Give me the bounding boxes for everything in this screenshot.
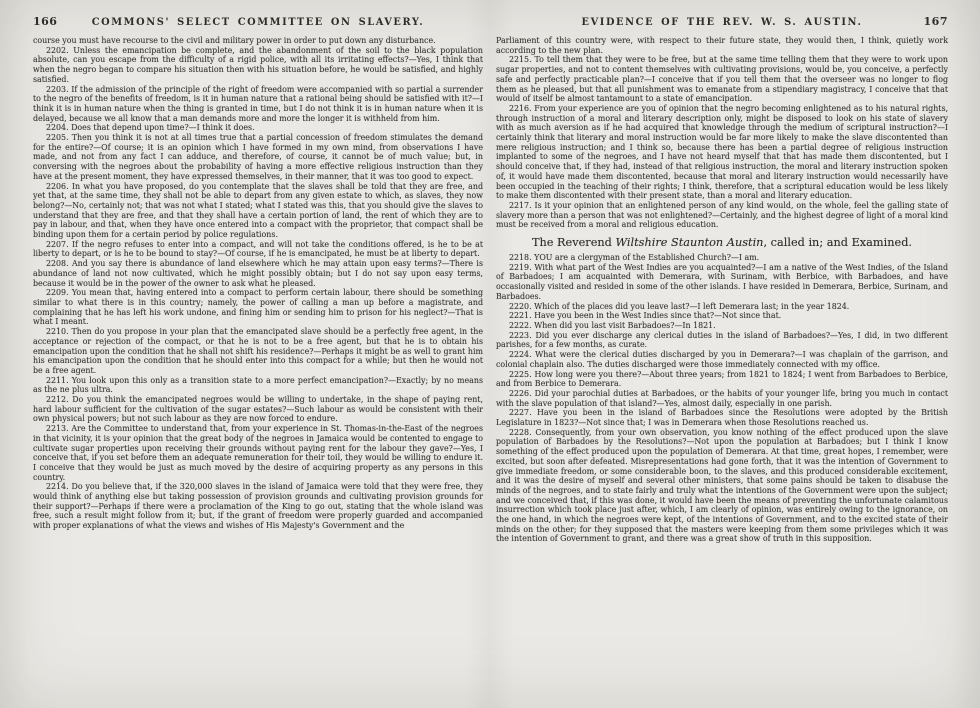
question-number: 2216.	[509, 103, 532, 113]
question-number: 2209.	[46, 288, 69, 298]
question-paragraph	[33, 133, 483, 182]
question-text: Does that depend upon time?—I think it does.	[71, 123, 255, 133]
question-number: 2222.	[509, 320, 532, 330]
question-text: You look upon this only as a transition state to a more perfect emancipation?—Exactly; by no means as the ne plus ultra.	[33, 375, 483, 395]
right-page	[496, 0, 948, 544]
question-number: 2205.	[46, 133, 69, 143]
question-paragraph	[33, 182, 483, 240]
witness-name: Wiltshire Staunton Austin	[615, 236, 764, 250]
question-paragraph	[496, 408, 948, 427]
question-text: Do you think the emancipated negroes would be willing to undertake, in the shape of paying rent, hard labour sufficient for the cultivation of the sugar estates?—Such labour as would be consistent with their own physical powers; but not such labour as they are now forced to endure.	[33, 395, 483, 424]
question-text: YOU are a clergyman of the Established Church?—I am.	[534, 253, 760, 263]
question-text: When did you last visit Barbadoes?—In 1821.	[534, 320, 716, 330]
question-paragraph	[496, 321, 948, 331]
question-text: Unless the emancipation be complete, and the abandonment of the soil to the black population absolute, can you escape from the difficulty of a rigid police, with all its irritating effects?—Yes, I think that when the negro began to compare his situation then with his situation before, he would be satisfied, and highly satisfied.	[33, 45, 483, 84]
question-text: To tell them that they were to be free, but at the same time telling them that they were to work upon sugar properties, and not to content themselves with cultivating provisions, would be, you conceive, a perfectly safe and perfectly practicable plan?—I conceive that if you tell them that the overseer was no longer to flog them as he pleased, but that all punishment was to emanate from a stipendiary magistracy, I conceive that that would of itself be almost tantamount to a state of emancipation.	[496, 55, 948, 104]
question-number: 2203.	[46, 84, 69, 94]
question-paragraph	[496, 55, 948, 104]
paragraph-text: Parliament of this country were, with respect to their future state, they would then, I think, quietly work according to the new plan.	[496, 36, 948, 55]
question-number: 2202.	[46, 45, 69, 55]
question-number: 2224.	[509, 350, 532, 360]
question-text: Are the Committee to understand that, from your experience in St. Thomas-in-the-East of the negroes in that vicinity, it is your opinion that the great body of the negroes in Jamaica would be contented to engage to cultivate sugar properties upon receiving their grounds without paying rent for the labour they gave?—Yes, I conceive that, if you set before them an adequate remuneration for their toil, they would be willing to endure it. I conceive that they would be just as much moved by the desire of acquiring property as any persons in this country.	[33, 424, 483, 482]
question-paragraph	[496, 302, 948, 312]
question-number: 2225.	[509, 369, 532, 379]
question-text: In what you have proposed, do you contemplate that the slaves shall be told that they are free, and yet that, at the same time, they shall not be able to depart from any given estate to which, as slaves, they now belong?—No, certainly not; that was not what I stated; what I stated was this, that you should give the slaves to understand that they are free, and that they shall have a certain portion of land, the rent of which they are to pay in labour, and that, when they have once entered into a compact with the proprietor, that compact shall be binding upon them for a certain period by police regulations.	[33, 181, 483, 240]
question-number: 2223.	[509, 330, 532, 340]
right-running-title: EVIDENCE OF THE REV. W. S. AUSTIN.	[581, 17, 863, 28]
question-text: Is it your opinion that an enlightened person of any kind would, on the whole, feel the galling state of slavery more than a person that was not enlightened?—Certainly, and the highest degree of light of a moral kind must be received from a moral and religious education.	[496, 200, 948, 230]
question-paragraph	[496, 428, 948, 544]
question-number: 2218.	[509, 253, 532, 263]
right-page-header	[496, 15, 948, 28]
question-number: 2226.	[509, 388, 532, 398]
question-text: If the negro refuses to enter into a compact, and will not take the conditions offered, is he to be at liberty to depart, or is he to be bound to stay?—Of course, if he is emancipated, he must be at liberty to depart.	[33, 239, 483, 259]
question-text: And you say there is abundance of land elsewhere which he may attain upon easy terms?—There is abundance of land not now cultivated, which he might possibly obtain; but I do not say upon easy terms, because it would be in the power of the owner to ask what he pleased.	[33, 259, 483, 288]
heading-prefix: The Reverend	[531, 236, 616, 250]
question-text: Have you been in the island of Barbadoes since the Resolutions were adopted by the British Legislature in 1823?—Not since that; I was in Demerara when those Resolutions reached us.	[496, 408, 948, 428]
question-paragraph	[496, 331, 948, 350]
question-text: How long were you there?—About three years; from 1821 to 1824; I went from Barbadoes to Berbice, and from Berbice to Demerara.	[496, 369, 948, 389]
question-text: Did your parochial duties at Barbadoes, or the habits of your younger life, bring you much in contact with the slave population of that island?—Yes, almost daily, especially in one parish.	[496, 388, 948, 408]
question-number: 2213.	[46, 424, 69, 434]
question-paragraph	[496, 253, 948, 263]
question-number: 2227.	[509, 408, 532, 418]
question-paragraph	[33, 424, 483, 482]
left-page-body	[33, 36, 483, 531]
question-text: Did you ever discharge any clerical duties in the island of Barbadoes?—Yes, I did, in two different parishes, for a few months, as curate.	[496, 330, 948, 350]
continuation-paragraph	[496, 36, 948, 55]
question-text: Then you think it is not at all times true that a partial concession of freedom stimulates the demand for the entire?—Of course; it is an opinion which I have formed in my own mind, from observations I have made, and not from any fact I can adduce, and therefore, of course, it cannot be of much value; but, in conversing with the negroes about the probability of having a more effective religious instruction than they have at the present moment, they have expressed themselves, in their manner, that it was too good to expect.	[33, 133, 483, 181]
question-text: If the admission of the principle of the right of freedom were accompanied with so partial a surrender to the negro of the benefits of freedom, is it in human nature that a rational being should be satisfied with it?—I think it is in human nature when the thing is granted in time, but I do not think it is in human nature when it is delayed, because we all know that a man demands more and more the longer it is withheld from him.	[33, 84, 483, 123]
left-page	[33, 0, 483, 531]
question-number: 2221.	[509, 311, 532, 321]
left-page-header	[33, 15, 483, 28]
question-paragraph	[33, 123, 483, 133]
question-number: 2212.	[46, 395, 69, 405]
question-paragraph	[496, 201, 948, 230]
paragraph-text: course you must have recourse to the civil and military power in order to put down any disturbance.	[33, 36, 436, 45]
question-number: 2211.	[46, 375, 69, 385]
question-text: Have you been in the West Indies since that?—Not since that.	[534, 311, 782, 321]
question-number: 2214.	[46, 482, 69, 492]
question-paragraph	[496, 370, 948, 389]
question-paragraph	[496, 311, 948, 321]
question-paragraph	[33, 395, 483, 424]
heading-suffix: , called in; and Examined.	[763, 236, 913, 250]
question-paragraph	[496, 389, 948, 408]
question-paragraph	[33, 85, 483, 124]
question-number: 2217.	[509, 200, 532, 210]
question-paragraph	[496, 350, 948, 369]
question-paragraph	[496, 104, 948, 201]
question-paragraph	[33, 376, 483, 395]
continuation-paragraph	[33, 36, 483, 46]
question-paragraph	[33, 327, 483, 376]
question-number: 2219.	[509, 262, 532, 272]
question-paragraph	[33, 259, 483, 288]
right-page-body	[496, 36, 948, 544]
question-number: 2204.	[46, 123, 69, 133]
question-text: Consequently, from your own observation, you know nothing of the effect produced upon the slave population of Barbadoes by the Resolutions?—Not upon the population at Barbadoes; but I think I know something of the effect produced upon the population of Demerara. At that time, great hopes, I remember, were excited, but soon after defeated. Misrepresentations had gone forth, that it was the intention of Government to give immediate freedom, or some considerable boon, to the slaves, and this produced considerable excitement, and it was the desire of myself and several other ministers, that some pains should be taken to disabuse the minds of the negroes, and to state fairly and truly what the intentions of the Government were upon the subject; and we conceived that, if this was done, it would have been the means of preventing the unfortunate calamitous insurrection which took place just after, which, I am clearly of opinion, was entirely owing to the ignorance, on the one hand, in which the negroes were kept, of the intentions of Government, and to the excited state of their minds on the other; for they supposed that the masters were keeping from them some privileges which it was the intention of Government to grant, and there was a great show of truth in this supposition.	[496, 427, 948, 544]
question-text: What were the clerical duties discharged by you in Demerara?—I was chaplain of the garrison, and colonial chaplain also. The duties discharged were those immediately connected with my office.	[496, 350, 948, 369]
left-page-number: 166	[33, 15, 58, 28]
question-text: Which of the places did you leave last?—I left Demerara last; in the year 1824.	[534, 301, 850, 311]
question-number: 2207.	[46, 239, 69, 249]
left-running-title: COMMONS' SELECT COMMITTEE ON SLAVERY.	[91, 17, 425, 28]
question-number: 2210.	[46, 327, 69, 337]
question-number: 2228.	[509, 427, 532, 437]
question-number: 2215.	[509, 55, 532, 65]
question-number: 2220.	[509, 301, 532, 311]
question-paragraph	[33, 240, 483, 259]
question-number: 2206.	[46, 181, 69, 191]
question-text: Then do you propose in your plan that the emancipated slave should be a perfectly free agent, in the acceptance or rejection of the compact, or that he is not to be a free agent, but that he is to obtain his emancipation upon the condition that he shall not shift his residence?—Perhaps it might be as well to grant him his emancipation upon the condition that he should enter into this compact for a while; but then he would not be a free agent.	[33, 327, 483, 375]
right-page-number: 167	[923, 15, 948, 28]
question-number: 2208.	[46, 259, 69, 269]
question-paragraph	[33, 288, 483, 327]
question-text: With what part of the West Indies are you acquainted?—I am a native of the West Indies, of the Island of Barbadoes; I am acquainted with Demerara, with Surinam, with Berbice, with Barbadoes, and have occasionally visited and resided in some of the other islands. I have resided in Demerara, Berbice, Surinam, and Barbadoes.	[496, 262, 948, 301]
witness-examined-heading	[496, 236, 948, 249]
question-text: Do you believe that, if the 320,000 slaves in the island of Jamaica were told that they were free, they would think of anything else but taking possession of provision grounds and cultivating provision grounds for their support?—Perhaps if there were a proclamation of the King to go out, stating that the whole island was free, such a result might follow from it; but, if the grant of freedom were properly guarded and accompanied with proper explanations of what the views and wishes of His Majesty's Government and the	[33, 482, 483, 531]
question-text: From your experience are you of opinion that the negro becoming enlightened as to his natural rights, through instruction of a moral and literary description only, might be disposed to look on his state of slavery with as much aversion as if he had acquired that knowledge through the medium of scriptural instruction?—I certainly think that literary and moral instruction would be far more likely to make the slave discontented than mere religious instruction; and I think so, because there has been a partial degree of religious instruction implanted to some of the negroes, and I have not heard myself that that has made them discontented, but I should conceive that, if they had, instead of that religious instruction, the moral and literary instruction spoken of, it would have made them discontented, because that moral and literary instruction would necessarily have been occupied in the teaching of their rights; I think, therefore, that a scriptural education would be less likely to make them discontented with their present state, than a moral and literary education.	[496, 103, 948, 201]
question-text: You mean that, having entered into a compact to perform certain labour, there should be something similar to what there is in this country; namely, the power of calling a man up before a magistrate, and complaining that he has left his work undone, and fining him or sending him to prison for his neglect?—That is what I meant.	[33, 288, 483, 327]
question-paragraph	[496, 263, 948, 302]
question-paragraph	[33, 46, 483, 85]
question-paragraph	[33, 482, 483, 531]
